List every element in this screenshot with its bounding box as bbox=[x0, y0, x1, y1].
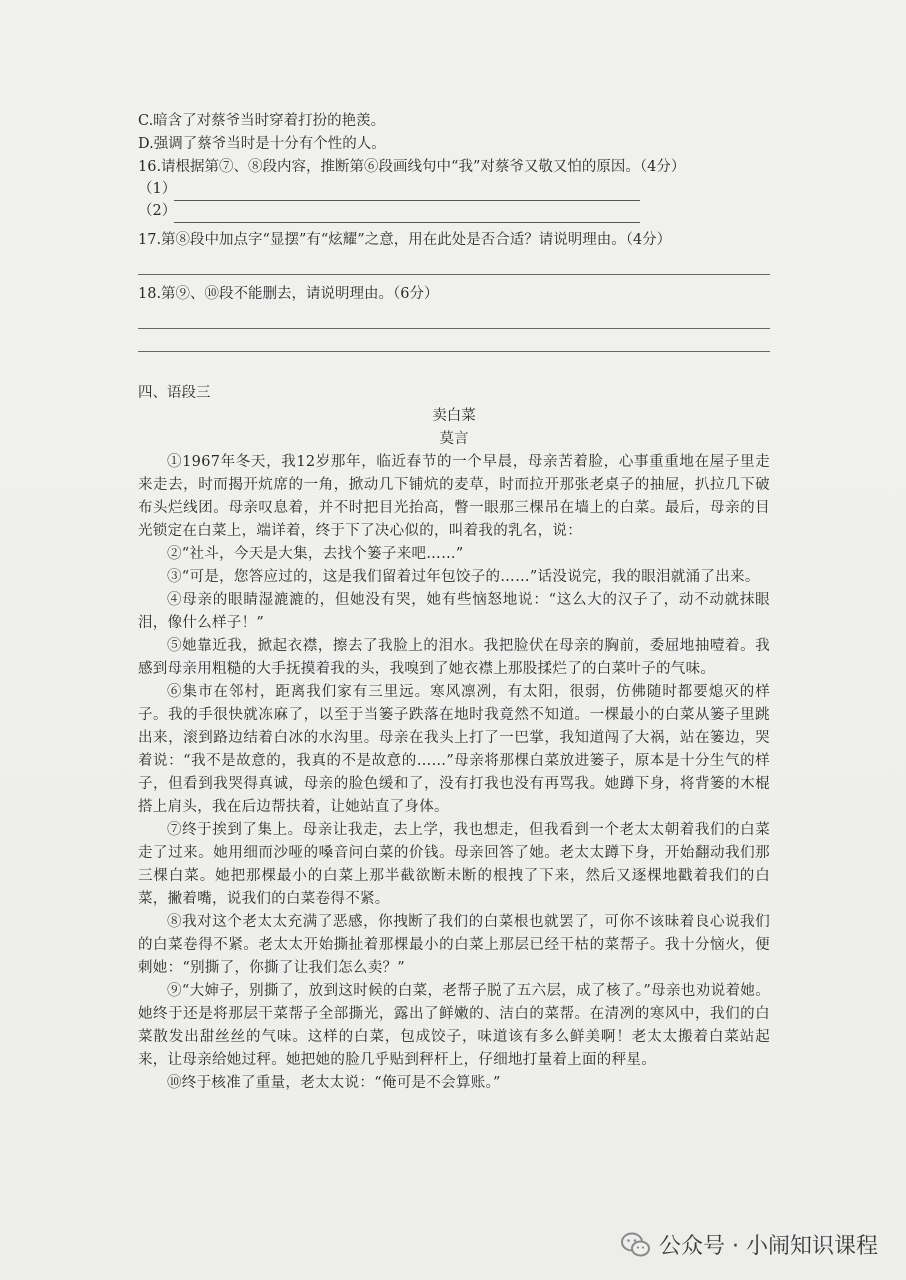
question-17: 17.第⑧段中加点字“显摆”有“炫耀”之意，用在此处是否合适？请说明理由。（4分） bbox=[138, 232, 672, 248]
wechat-icon bbox=[621, 1232, 651, 1258]
answer-line-1[interactable] bbox=[174, 184, 640, 201]
paragraph-8: ⑧我对这个老太太充满了恶感，你拽断了我们的白菜根也就罢了，可你不该昧着良心说我们的白菜卷得不紧。老太太开始撕扯着那棵最小的白菜上那层已经干枯的菜帮子。我十分恼火，便刺她：“别撕了，你撕了让我们怎么卖？” bbox=[138, 914, 770, 976]
paragraph-6: ⑥集市在邻村，距离我们家有三里远。寒风凛冽，有太阳，很弱，仿佛随时都要熄灭的样子。我的手很快就冻麻了，以至于当篓子跌落在地时我竟然不知道。一棵最小的白菜从篓子里跳出来，滚到路边结着白冰的水沟里。母亲在我头上打了一巴掌，我知道闯了大祸，站在篓边，哭着说：“我不是故意的，我真的不是故意的……”母亲将那棵白菜放进篓子，原本是十分生气的样子，但看到我哭得真诚，母亲的脸色缓和了，没有打我也没有再骂我。她蹲下身，将背篓的木棍搭上肩头，我在后边帮扶着，让她站直了身体。 bbox=[138, 684, 770, 815]
article-author: 莫言 bbox=[439, 431, 469, 447]
section-heading: 四、语段三 bbox=[138, 385, 211, 401]
answer-line-2[interactable] bbox=[174, 206, 640, 223]
paragraph-5: ⑤她靠近我，掀起衣襟，擦去了我脸上的泪水。我把脸伏在母亲的胸前，委屈地抽噎着。我感到母亲用粗糙的大手抚摸着我的头，我嗅到了她衣襟上那股揉烂了的白菜叶子的气味。 bbox=[138, 638, 770, 677]
paragraph-10: ⑩终于核准了重量，老太太说：“俺可是不会算账。” bbox=[167, 1075, 501, 1091]
question-18: 18.第⑨、⑩段不能删去，请说明理由。（6分） bbox=[138, 286, 439, 302]
watermark-text: 公众号 · 小闹知识课程 bbox=[659, 1234, 878, 1259]
paragraph-3: ③“可是，您答应过的，这是我们留着过年包饺子的……”话没说完，我的眼泪就涌了出来。 bbox=[167, 569, 760, 585]
answer-line-17[interactable] bbox=[138, 252, 770, 275]
option-c: C.暗含了对蔡爷当时穿着打扮的艳羡。 bbox=[138, 113, 386, 129]
question-16: 16.请根据第⑦、⑧段内容，推断第⑥段画线句中“我”对蔡爷又敬又怕的原因。（4分） bbox=[138, 159, 686, 175]
answer-row-1 bbox=[138, 179, 770, 201]
paragraph-7: ⑦终于挨到了集上。母亲让我走，去上学，我也想走，但我看到一个老太太朝着我们的白菜走了过来。她用细而沙哑的嗓音问白菜的价钱。母亲回答了她。老太太蹲下身，开始翻动我们那三棵白菜。她把那棵最小的白菜上那半截欲断未断的根拽了下来，然后又逐棵地戳着我们的白菜，撇着嘴，说我们的白菜卷得不紧。 bbox=[138, 822, 770, 907]
paragraph-1: ①1967年冬天，我12岁那年，临近春节的一个早晨，母亲苦着脸，心事重重地在屋子里走来走去，时而揭开炕席的一角，掀动几下铺炕的麦草，时而拉开那张老桌子的抽屉，扒拉几下破布头烂线团。母亲叹息着，并不时把目光抬高，瞥一眼那三棵吊在墙上的白菜。最后，母亲的目光锁定在白菜上，端详着，终于下了决心似的，叫着我的乳名，说： bbox=[138, 454, 770, 539]
answer-label-1: （1） bbox=[138, 181, 177, 197]
article-title: 卖白菜 bbox=[432, 408, 476, 424]
option-d: D.强调了蔡爷当时是十分有个性的人。 bbox=[138, 136, 386, 152]
answer-label-2: （2） bbox=[138, 203, 177, 219]
answer-line-18b[interactable] bbox=[138, 329, 770, 352]
paragraph-9: ⑨“大婶子，别撕了，放到这时候的白菜，老帮子脱了五六层，成了核了。”母亲也劝说着她。她终于还是将那层干菜帮子全部撕光，露出了鲜嫩的、洁白的菜帮。在清冽的寒风中，我们的白菜散发出甜丝丝的气味。这样的白菜，包成饺子，味道该有多么鲜美啊！老太太搬着白菜站起来，让母亲给她过秤。她把她的脸几乎贴到秤杆上，仔细地打量着上面的秤星。 bbox=[138, 983, 770, 1068]
answer-line-18a[interactable] bbox=[138, 306, 770, 329]
watermark bbox=[621, 1229, 878, 1260]
paragraph-4: ④母亲的眼睛湿漉漉的，但她没有哭，她有些恼怒地说：“这么大的汉子了，动不动就抹眼泪，像什么样子！” bbox=[138, 592, 770, 631]
answer-row-2 bbox=[138, 201, 770, 223]
paragraph-2: ②“社斗，今天是大集，去找个篓子来吧……” bbox=[167, 546, 464, 562]
page-content bbox=[138, 110, 770, 1095]
